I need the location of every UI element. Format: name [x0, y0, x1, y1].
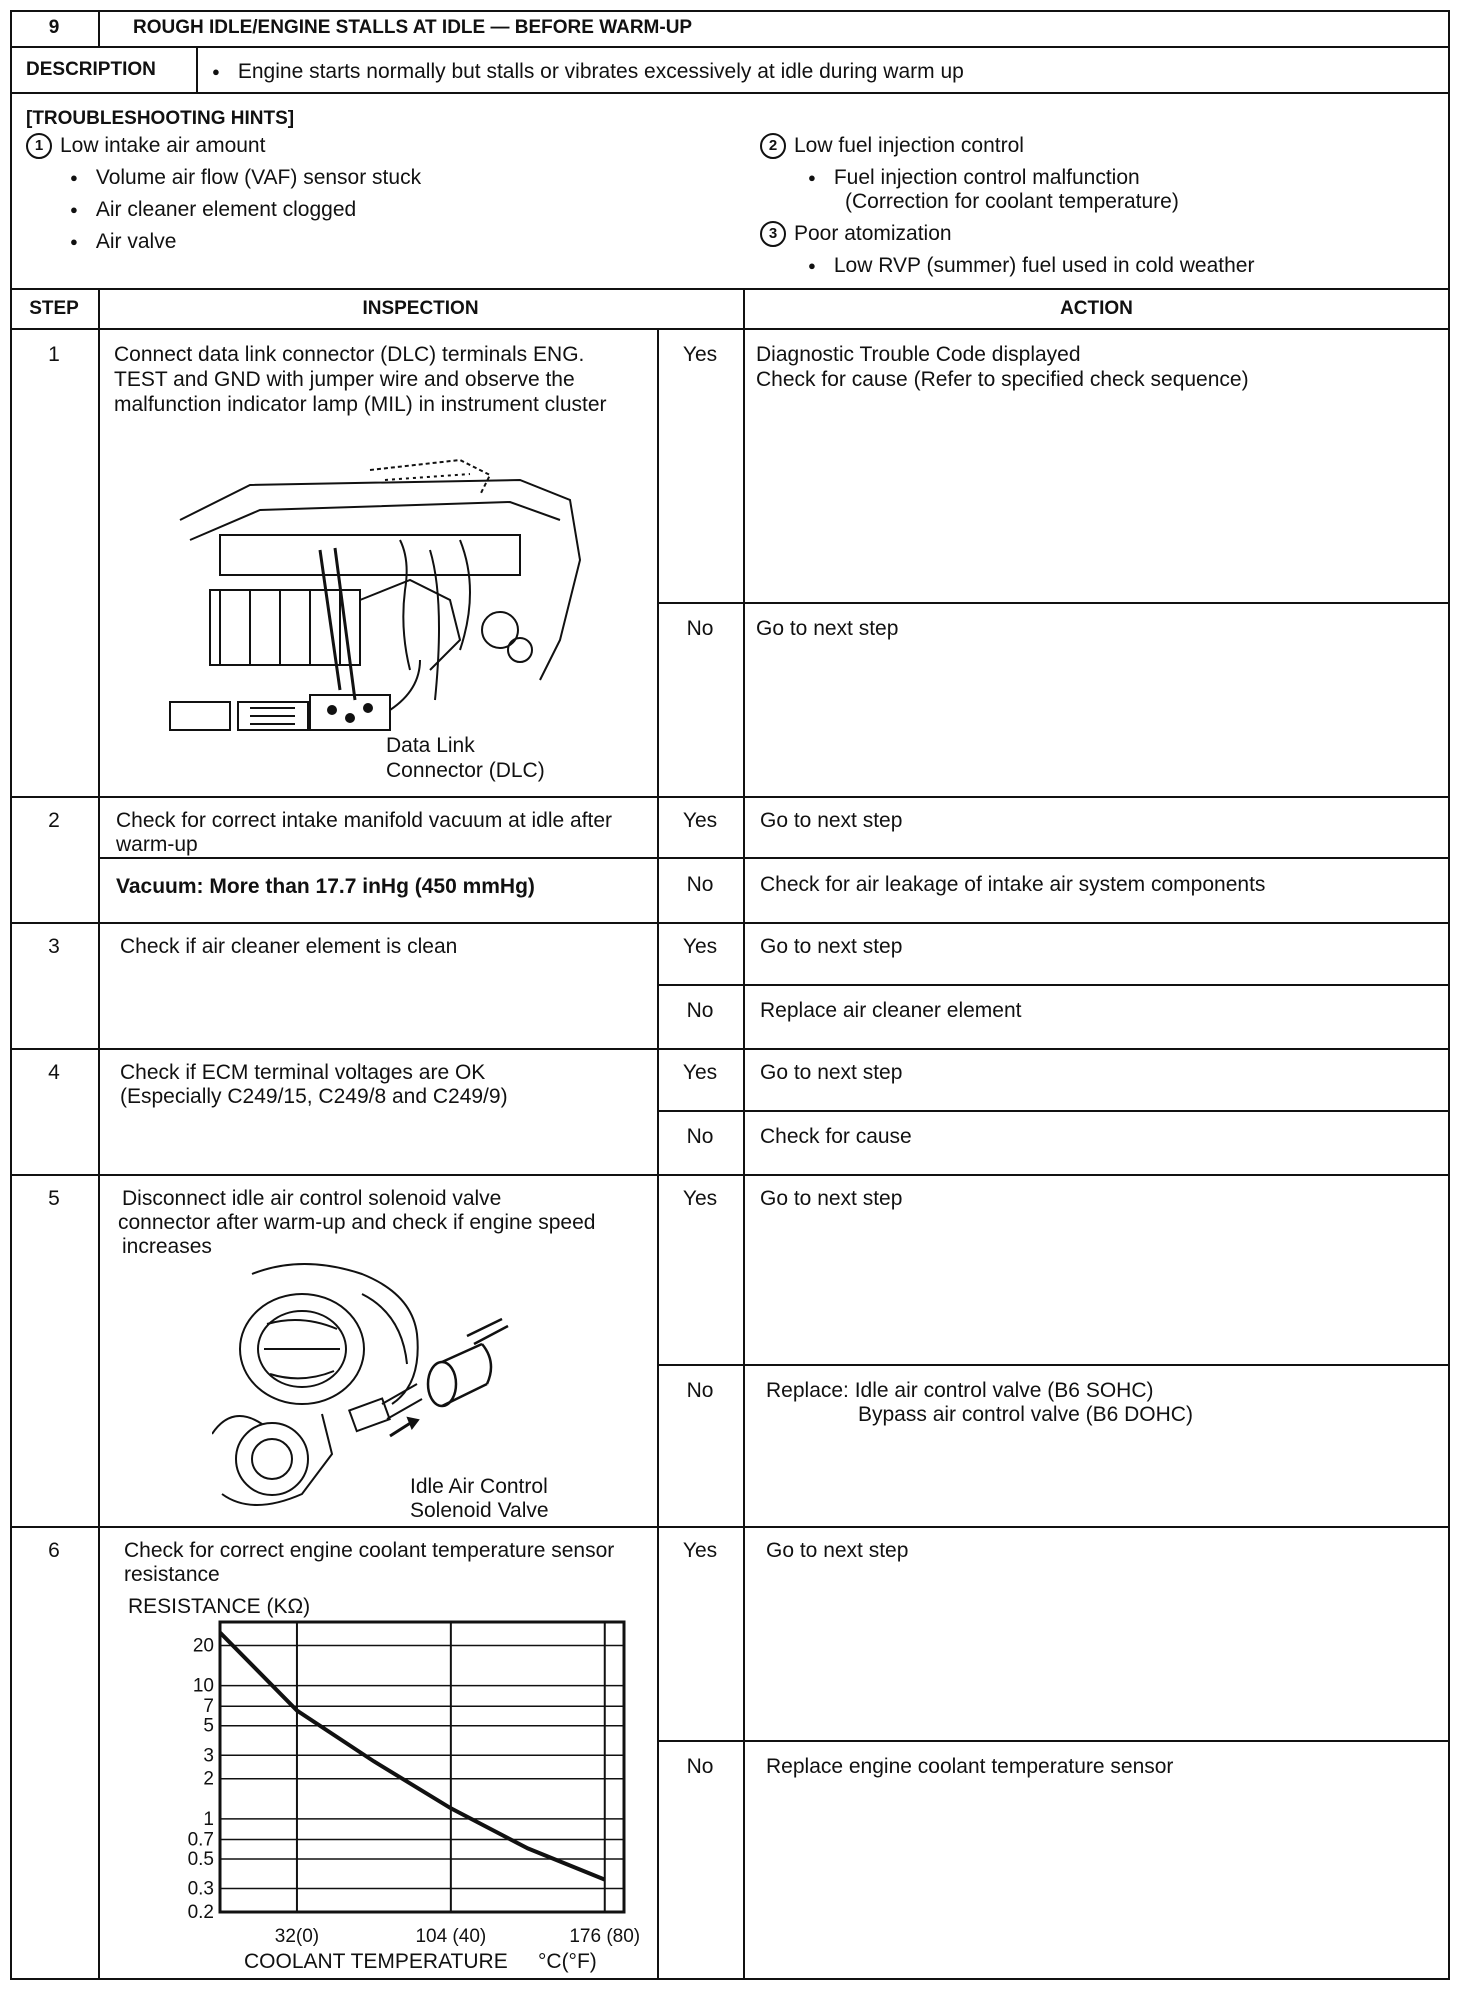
hint-3-heading: 3 Poor atomization — [760, 221, 952, 247]
hint-2-item: ● Fuel injection control malfunction — [808, 165, 1140, 190]
step-5-inspection: increases — [122, 1235, 212, 1258]
chart-x-axis-unit: °C(°F) — [538, 1950, 597, 1973]
no-label: No — [686, 873, 714, 896]
step-1-inspection: malfunction indicator lamp (MIL) in instrument cluster — [114, 393, 607, 416]
no-label: No — [686, 617, 714, 640]
column-header-action: ACTION — [1060, 298, 1133, 319]
step-1-inspection: TEST and GND with jumper wire and observe the — [114, 368, 575, 391]
hint-number-3: 3 — [760, 221, 786, 247]
step-1-yes-action: Check for cause (Refer to specified check sequence) — [756, 368, 1249, 391]
hint-3-item: ● Low RVP (summer) fuel used in cold weather — [808, 253, 1254, 278]
step-6-inspection: resistance — [124, 1563, 220, 1586]
no-label: No — [686, 1755, 714, 1778]
coolant-resistance-chart — [150, 1612, 660, 1956]
chart-y-tick-label: 0.2 — [187, 1902, 214, 1923]
chart-y-tick-label: 5 — [203, 1715, 214, 1737]
dlc-figure-label: Connector (DLC) — [386, 759, 545, 782]
chart-y-tick-label: 20 — [192, 1635, 214, 1657]
chart-y-tick-label: 1 — [203, 1808, 214, 1830]
step-6-inspection: Check for correct engine coolant temperature sensor — [124, 1539, 615, 1562]
step-2-yes-action: Go to next step — [760, 809, 903, 832]
dlc-figure-label: Data Link — [386, 734, 475, 757]
step-number: 4 — [48, 1061, 60, 1084]
step-1-yes-action: Diagnostic Trouble Code displayed — [756, 343, 1081, 366]
step-2-inspection: warm-up — [116, 833, 198, 856]
vacuum-spec: Vacuum: More than 17.7 inHg (450 mmHg) — [116, 875, 535, 898]
step-4-inspection: (Especially C249/15, C249/8 and C249/9) — [120, 1085, 508, 1108]
description-text: ● Engine starts normally but stalls or vibrates excessively at idle during warm up — [212, 59, 964, 84]
step-5-yes-action: Go to next step — [760, 1187, 903, 1210]
chart-y-tick-label: 0.3 — [187, 1878, 214, 1900]
yes-label: Yes — [682, 1061, 718, 1084]
step-number: 5 — [48, 1187, 60, 1210]
step-4-inspection: Check if ECM terminal voltages are OK — [120, 1061, 486, 1084]
step-number: 3 — [48, 935, 60, 958]
chart-y-tick-label: 7 — [203, 1696, 214, 1718]
hint-1-item: ● Air cleaner element clogged — [70, 197, 356, 222]
page-title: ROUGH IDLE/ENGINE STALLS AT IDLE — BEFORE WARM-UP — [133, 17, 693, 38]
chart-y-axis-label: RESISTANCE (KΩ) — [128, 1595, 311, 1618]
hint-2-note: (Correction for coolant temperature) — [845, 190, 1179, 213]
step-5-inspection: connector after warm-up and check if engine speed — [118, 1211, 596, 1234]
hint-1-item: ● Air valve — [70, 229, 176, 254]
chart-y-tick-label: 2 — [203, 1768, 214, 1790]
step-2-no-action: Check for air leakage of intake air system components — [760, 873, 1266, 896]
column-header-step: STEP — [29, 298, 79, 319]
hint-number-1: 1 — [26, 133, 52, 159]
description-label: DESCRIPTION — [26, 59, 156, 80]
hint-number-2: 2 — [760, 133, 786, 159]
no-label: No — [686, 999, 714, 1022]
step-3-inspection: Check if air cleaner element is clean — [120, 935, 458, 958]
hint-1-heading: 1 Low intake air amount — [26, 133, 265, 159]
step-1-no-action: Go to next step — [756, 617, 899, 640]
hint-2-heading: 2 Low fuel injection control — [760, 133, 1024, 159]
step-2-inspection: Check for correct intake manifold vacuum at idle after — [116, 809, 613, 832]
yes-label: Yes — [682, 1187, 718, 1210]
step-5-inspection: Disconnect idle air control solenoid valve — [122, 1187, 502, 1210]
step-5-no-action: Bypass air control valve (B6 DOHC) — [858, 1403, 1193, 1426]
step-6-yes-action: Go to next step — [766, 1539, 909, 1562]
resistance-curve — [220, 1633, 605, 1880]
hints-title: [TROUBLESHOOTING HINTS] — [26, 108, 295, 129]
yes-label: Yes — [682, 935, 718, 958]
step-number: 6 — [48, 1539, 60, 1562]
step-3-yes-action: Go to next step — [760, 935, 903, 958]
iac-figure-label: Solenoid Valve — [410, 1499, 549, 1522]
chart-x-axis-label: COOLANT TEMPERATURE — [244, 1950, 508, 1973]
step-3-no-action: Replace air cleaner element — [760, 999, 1022, 1022]
step-number: 1 — [48, 343, 60, 366]
step-5-no-action: Replace: Idle air control valve (B6 SOHC) — [766, 1379, 1154, 1402]
step-4-no-action: Check for cause — [760, 1125, 912, 1148]
yes-label: Yes — [682, 1539, 718, 1562]
yes-label: Yes — [682, 809, 718, 832]
chart-y-tick-label: 10 — [192, 1675, 214, 1697]
chart-x-tick-label: 104 (40) — [415, 1926, 487, 1947]
hint-1-item: ● Volume air flow (VAF) sensor stuck — [70, 165, 421, 190]
engine-dlc-illustration — [160, 440, 590, 770]
chart-y-tick-label: 3 — [203, 1745, 214, 1767]
no-label: No — [686, 1125, 714, 1148]
section-number: 9 — [48, 17, 60, 38]
chart-frame — [220, 1622, 624, 1912]
step-number: 2 — [48, 809, 60, 832]
chart-x-tick-label: 32(0) — [274, 1926, 320, 1947]
yes-label: Yes — [682, 343, 718, 366]
step-4-yes-action: Go to next step — [760, 1061, 903, 1084]
no-label: No — [686, 1379, 714, 1402]
chart-y-tick-label: 0.7 — [187, 1829, 214, 1851]
step-6-no-action: Replace engine coolant temperature sensor — [766, 1755, 1174, 1778]
chart-x-tick-label: 176 (80) — [569, 1926, 641, 1947]
step-1-inspection: Connect data link connector (DLC) terminals ENG. — [114, 343, 585, 366]
column-header-inspection: INSPECTION — [362, 298, 479, 319]
iac-figure-label: Idle Air Control — [410, 1475, 548, 1498]
chart-y-tick-label: 0.5 — [187, 1848, 214, 1870]
